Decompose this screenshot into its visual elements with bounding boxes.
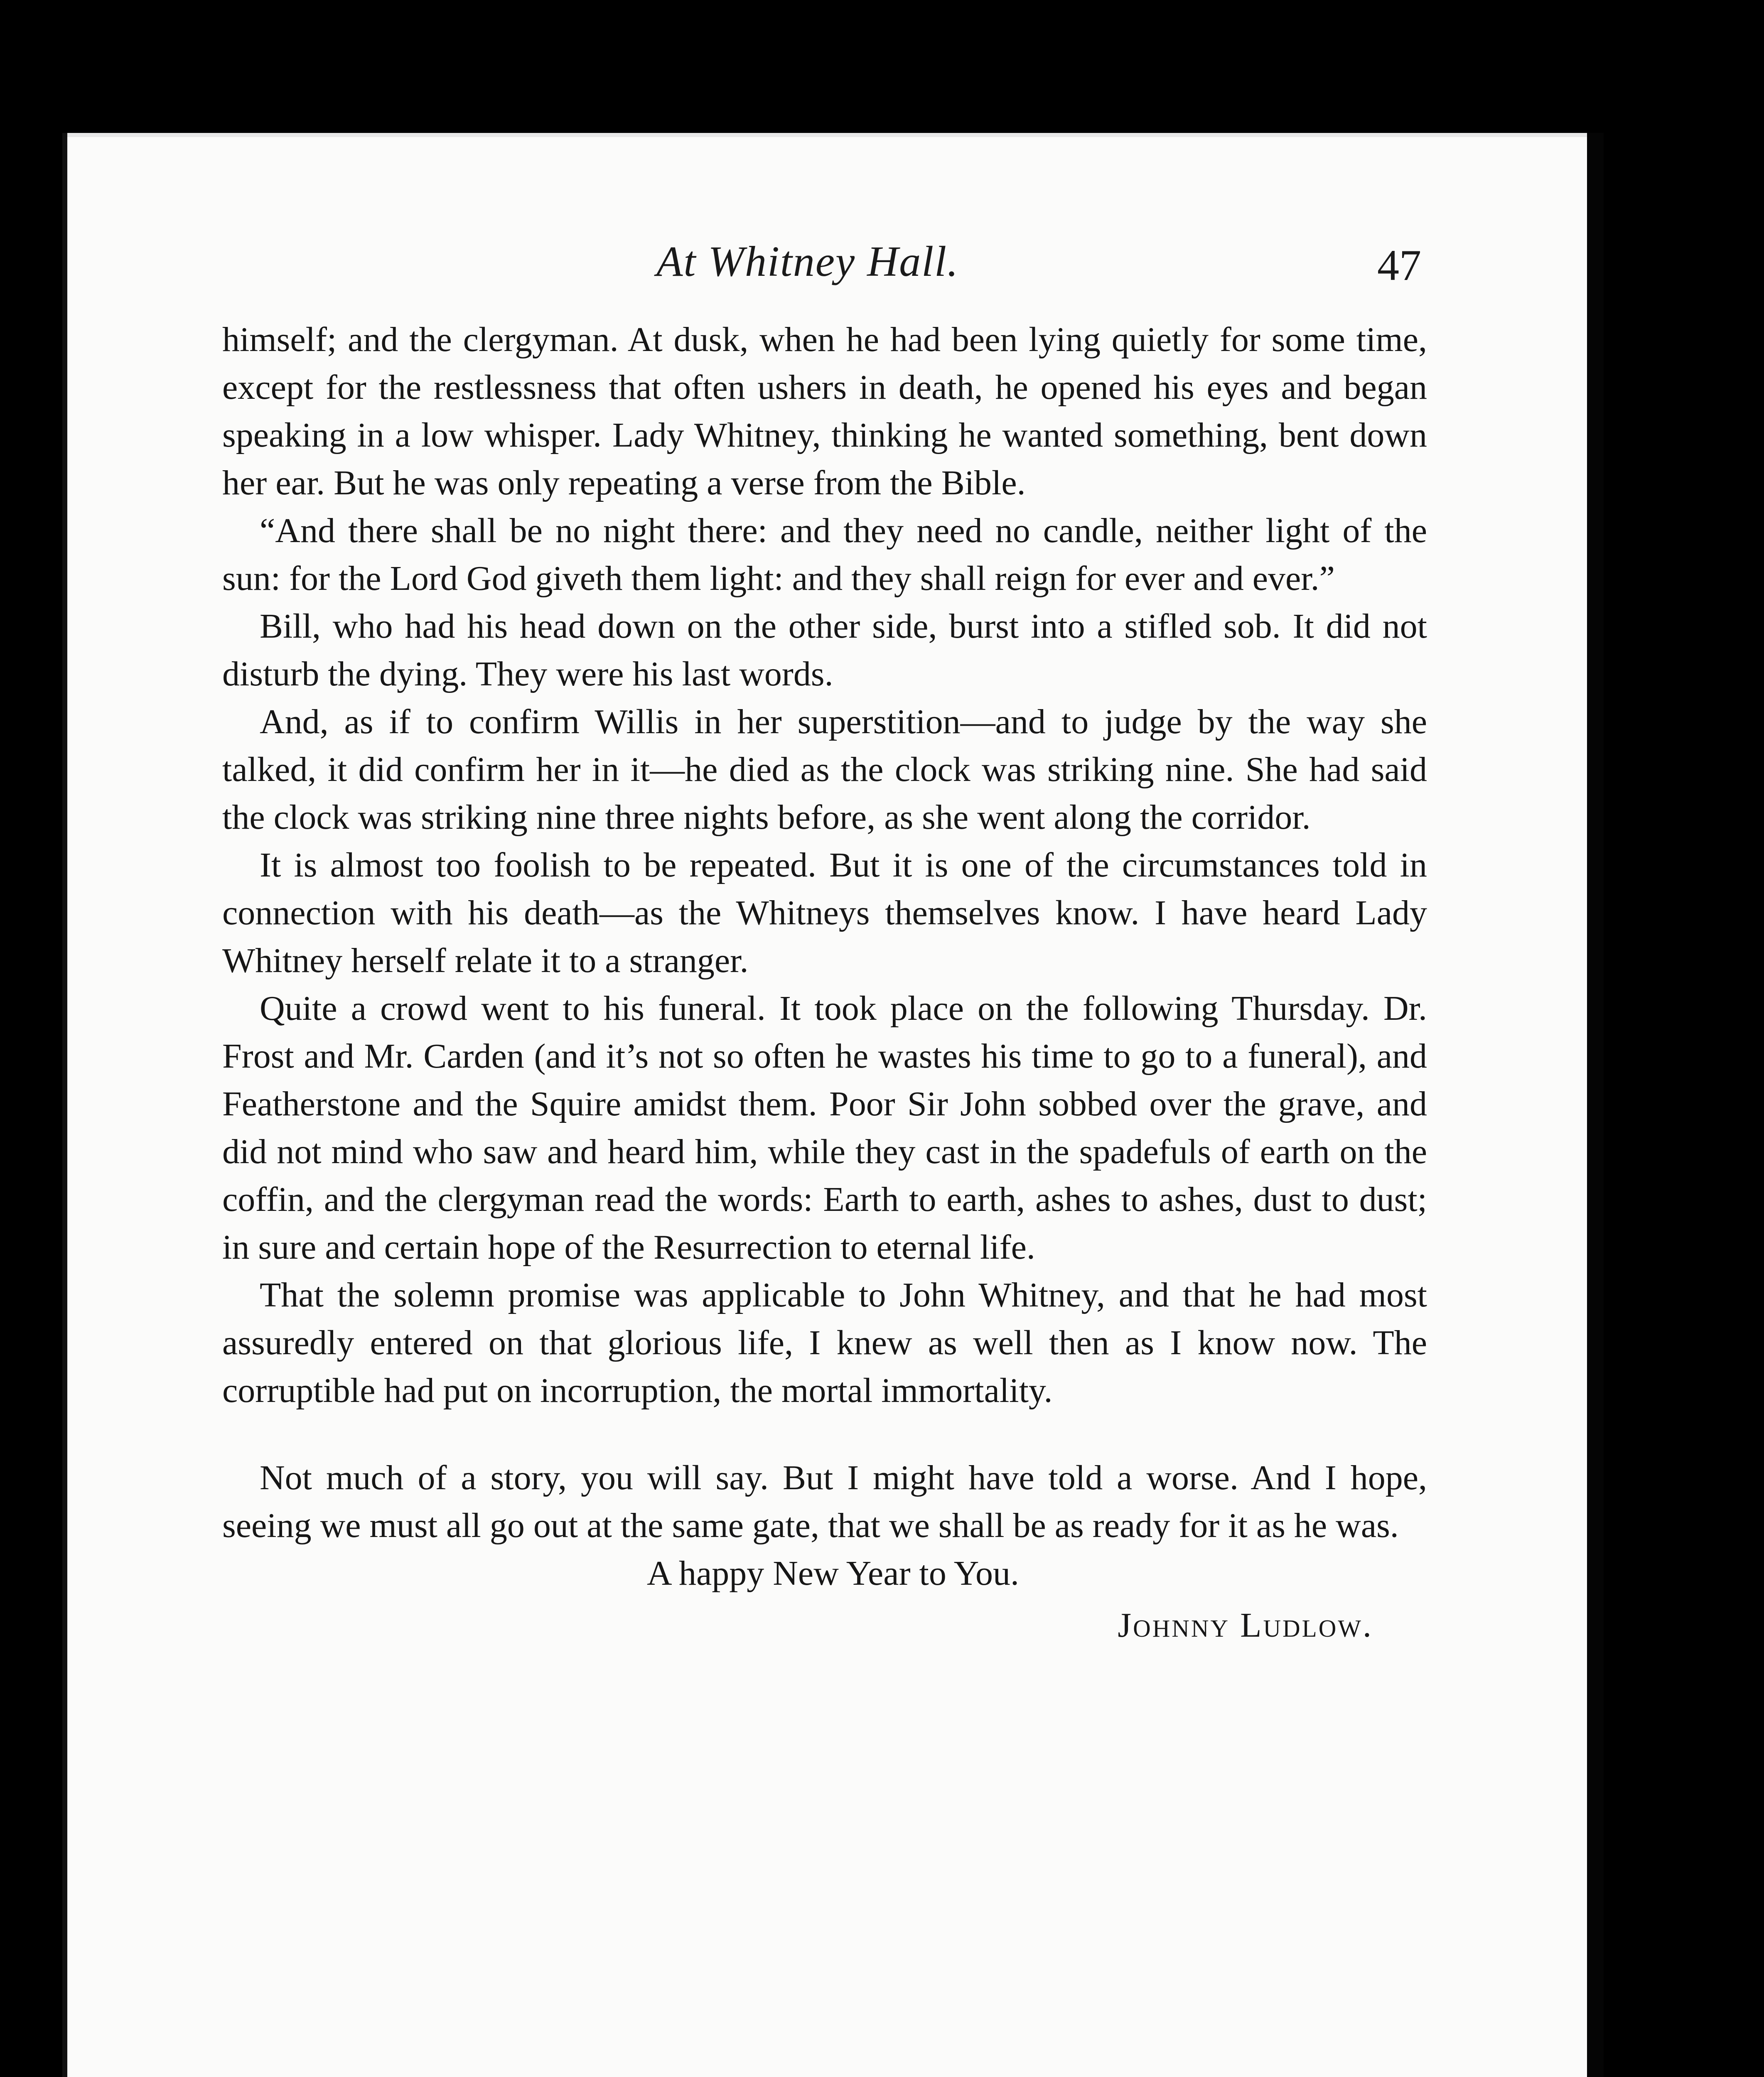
signature: Johnny Ludlow. <box>1118 1606 1373 1645</box>
paragraph: That the solemn promise was applicable to John Whitney, and that he had most assuredly entered on that glorious life, I knew as well then as I know now. The corruptible had put on incorruption, the mortal immortality. <box>222 1276 1427 1410</box>
section-gap <box>222 1414 1427 1454</box>
page-right-border <box>1587 133 1604 2077</box>
body-text <box>222 316 1427 1649</box>
paragraph: And, as if to confirm Willis in her superstition—and to judge by the way she talked, it did confirm her in it—he died as the clock was striking nine. She had said the clock was striking nine three nights before, as she went along the corridor. <box>222 702 1427 837</box>
closing-paragraph: Not much of a story, you will say. But I might have told a worse. And I hope, seeing we must all go out at the same gate, that we shall be as ready for it as he was. <box>222 1458 1427 1545</box>
paragraph: himself; and the clergyman. At dusk, when he had been lying quietly for some time, except for the restlessness that often ushers in death, he opened his eyes and began speaking in a low whisper. Lady Whitney, thinking he wanted something, bent down her ear. But he was only repeating a verse from the Bible. <box>222 320 1427 502</box>
paragraph: “And there shall be no night there: and they need no candle, neither light of the sun: for the Lord God giveth them light: and they shall reign for ever and ever.” <box>222 511 1427 598</box>
page-number: 47 <box>1377 241 1421 290</box>
paragraph: It is almost too foolish to be repeated. But it is one of the circumstances told in connection with his death—as the Whitneys themselves know. I have heard Lady Whitney herself relate it to a stranger. <box>222 846 1427 980</box>
greeting: A happy New Year to You. <box>646 1554 1020 1593</box>
paragraph: Quite a crowd went to his funeral. It took place on the following Thursday. Dr. Frost and Mr. Carden (and it’s not so often he wastes his time to go to a funeral), and Featherstone and the Squire amidst them. Poor Sir John sobbed over the grave, and did not mind who saw and heard him, while they cast in the spadefuls of earth on the coffin, and the clergyman read the words: Earth to earth, ashes to ashes, dust to dust; in sure and certain hope of the Resurrection to eternal life. <box>222 989 1427 1267</box>
running-head: At Whitney Hall. <box>656 238 959 285</box>
paragraph: Bill, who had his head down on the other side, burst into a stifled sob. It did not disturb the dying. They were his last words. <box>222 607 1427 693</box>
